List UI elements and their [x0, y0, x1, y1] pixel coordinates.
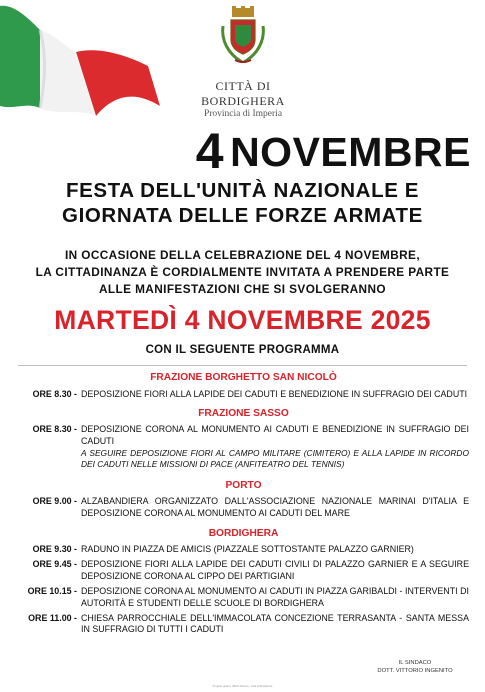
program-item	[18, 613, 469, 636]
program-item	[18, 586, 469, 609]
program-heading: CON IL SEGUENTE PROGRAMMA	[145, 344, 340, 356]
item-time: ORE 11.00 -	[28, 613, 77, 624]
title-month: NOVEMBRE	[230, 129, 471, 175]
item-text: DEPOSIZIONE CORONA AL MONUMENTO AI CADUTI E BENEDIZIONE IN SUFFRAGIO DEI CADUTI	[81, 424, 469, 446]
item-time: ORE 8.30 -	[32, 424, 77, 435]
city-header	[172, 79, 314, 119]
signature-block	[360, 659, 470, 675]
footer-credit: Progetto grafico Ufficio Stampa - Città di Bordighera	[212, 685, 273, 688]
program-list	[18, 371, 469, 636]
signature-name: DOTT. VITTORIO INGENITO	[377, 668, 453, 674]
main-title	[0, 122, 485, 180]
city-crest-icon	[218, 6, 268, 68]
item-text: DEPOSIZIONE FIORI ALLA LAPIDE DEI CADUTI CIVILI DI PALAZZO GARNIER E A SEGUIRE DEPOSIZIONE CORONA AL CIPPO DEI PARTIGIANI	[81, 559, 469, 581]
intro-line-3: ALLE MANIFESTAZIONI CHE SI SVOLGERANNO	[99, 282, 386, 296]
item-time: ORE 9.00 -	[32, 496, 77, 507]
item-time: ORE 8.30 -	[32, 389, 77, 399]
intro-text	[0, 247, 485, 298]
program-item	[18, 559, 469, 582]
program-item	[18, 544, 469, 555]
divider	[18, 365, 467, 366]
flag-green-band	[0, 6, 40, 108]
subtitle	[0, 178, 485, 228]
signature-role: IL SINDACO	[398, 660, 432, 666]
item-note: A SEGUIRE DEPOSIZIONE FIORI AL CAMPO MILITARE (CIMITERO) E ALLA LAPIDE IN RICORDO DEI CADUTI NELLE MISSIONI DI PACE (ANFITEATRO DEL TENNIS)	[81, 448, 469, 470]
item-text: ALZABANDIERA ORGANIZZATO DALL'ASSOCIAZIONE NAZIONALE MARINAI D'ITALIA E DEPOSIZIONE CORONA AL MONUMENTO AI CADUTI DEL MARE	[81, 496, 469, 518]
item-text: RADUNO IN PIAZZA DE AMICIS (PIAZZALE SOTTOSTANTE PALAZZO GARNIER)	[81, 544, 414, 555]
item-time: ORE 10.15 -	[27, 586, 77, 597]
section-title-porto: PORTO	[225, 480, 262, 492]
program-item	[18, 389, 469, 400]
program-item	[18, 496, 469, 519]
subtitle-line-1: FESTA DELL'UNITÀ NAZIONALE E	[65, 179, 420, 202]
city-name: CITTÀ DI BORDIGHERA	[201, 79, 285, 108]
item-text: DEPOSIZIONE CORONA AL MONUMENTO AI CADUTI IN PIAZZA GARIBALDI - INTERVENTI DI AUTORITÀ E STUDENTI DELLE SCUOLE DI BORDIGHERA	[81, 586, 469, 608]
program-item	[18, 424, 469, 447]
subtitle-line-2: GIORNATA DELLE FORZE ARMATE	[62, 204, 423, 227]
event-date: MARTEDÌ 4 NOVEMBRE 2025	[54, 305, 431, 335]
section-title-sasso: FRAZIONE SASSO	[198, 408, 289, 420]
title-day: 4	[195, 123, 225, 179]
item-time: ORE 9.45 -	[32, 559, 77, 570]
section-title-borghetto: FRAZIONE BORGHETTO SAN NICOLÒ	[150, 372, 337, 383]
province-name: Provincia di Imperia	[203, 109, 283, 119]
item-text: CHIESA PARROCCHIALE DELL'IMMACOLATA CONCEZIONE TERRASANTA - SANTA MESSA IN SUFFRAGIO DI TUTTI I CADUTI	[81, 613, 469, 635]
section-title-bordighera: BORDIGHERA	[208, 528, 279, 540]
intro-line-1: IN OCCASIONE DELLA CELEBRAZIONE DEL 4 NOVEMBRE,	[64, 248, 421, 262]
italian-flag	[0, 0, 170, 130]
item-text: DEPOSIZIONE FIORI ALLA LAPIDE DEI CADUTI E BENEDIZIONE IN SUFFRAGIO DEI CADUTI	[81, 389, 468, 399]
intro-line-2: LA CITTADINANZA È CORDIALMENTE INVITATA A PRENDERE PARTE	[35, 265, 450, 279]
item-time: ORE 9.30 -	[32, 544, 77, 555]
